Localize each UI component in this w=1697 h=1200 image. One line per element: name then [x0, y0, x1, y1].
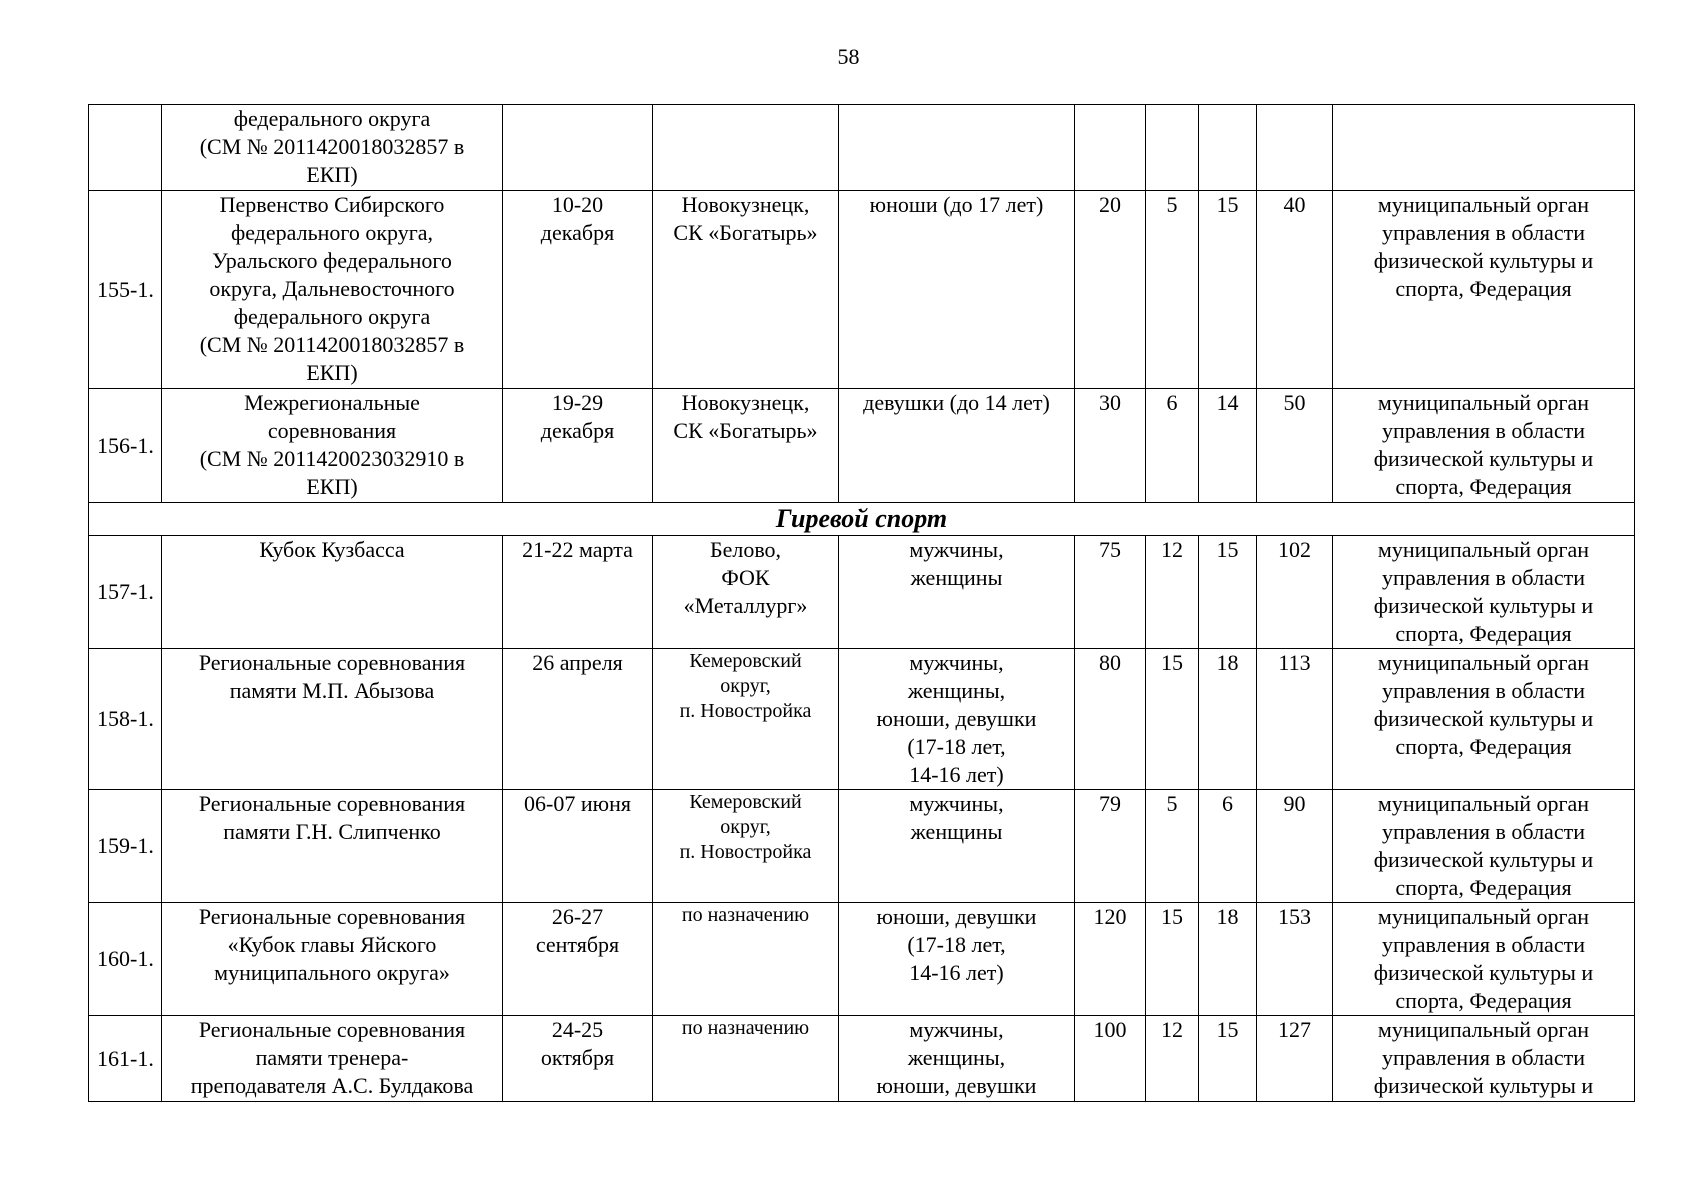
cell-participants: девушки (до 14 лет)	[839, 389, 1075, 503]
table-row	[89, 649, 1635, 790]
cell-number	[89, 105, 162, 191]
cell-participants: мужчины, женщины, юноши, девушки	[839, 1016, 1075, 1102]
table-row	[89, 790, 1635, 903]
table-row	[89, 1016, 1635, 1102]
table-row	[89, 389, 1635, 503]
cell-count-2: 6	[1146, 389, 1199, 503]
cell-participants: мужчины, женщины	[839, 536, 1075, 649]
cell-number: 155-1.	[89, 191, 162, 389]
cell-place: Новокузнецк, СК «Богатырь»	[653, 191, 839, 389]
cell-place: по назначению	[653, 1016, 839, 1102]
cell-dates: 06-07 июня	[503, 790, 653, 903]
cell-event-name: Первенство Сибирского федерального округа, Уральского федерального округа, Дальневосточного федерального округа (СМ № 2011420018032857 в ЕКП)	[162, 191, 503, 389]
page-number: 58	[837, 44, 860, 69]
cell-count-3: 15	[1199, 1016, 1257, 1102]
cell-number: 156-1.	[89, 389, 162, 503]
cell-dates: 26 апреля	[503, 649, 653, 790]
cell-count-total: 113	[1257, 649, 1333, 790]
cell-event-name: Кубок Кузбасса	[162, 536, 503, 649]
cell-place	[653, 105, 839, 191]
cell-dates: 10-20 декабря	[503, 191, 653, 389]
cell-place: Кемеровский округ, п. Новостройка	[653, 649, 839, 790]
cell-dates: 19-29 декабря	[503, 389, 653, 503]
cell-organizer: муниципальный орган управления в области физической культуры и спорта, Федерация	[1333, 191, 1635, 389]
cell-organizer: муниципальный орган управления в области физической культуры и спорта, Федерация	[1333, 903, 1635, 1016]
cell-participants: мужчины, женщины	[839, 790, 1075, 903]
cell-organizer: муниципальный орган управления в области физической культуры и спорта, Федерация	[1333, 389, 1635, 503]
cell-participants	[839, 105, 1075, 191]
cell-count-total: 153	[1257, 903, 1333, 1016]
cell-count-3: 6	[1199, 790, 1257, 903]
cell-number: 158-1.	[89, 649, 162, 790]
cell-count-1: 20	[1075, 191, 1146, 389]
cell-event-name: Региональные соревнования «Кубок главы Яйского муниципального округа»	[162, 903, 503, 1016]
cell-event-name: Региональные соревнования памяти М.П. Абызова	[162, 649, 503, 790]
cell-count-1	[1075, 105, 1146, 191]
cell-count-1: 80	[1075, 649, 1146, 790]
table-row	[89, 903, 1635, 1016]
cell-count-total: 127	[1257, 1016, 1333, 1102]
cell-count-2	[1146, 105, 1199, 191]
table-row	[89, 536, 1635, 649]
cell-number: 159-1.	[89, 790, 162, 903]
cell-dates: 21-22 марта	[503, 536, 653, 649]
cell-count-3: 18	[1199, 903, 1257, 1016]
cell-dates	[503, 105, 653, 191]
cell-count-2: 15	[1146, 903, 1199, 1016]
cell-count-2: 5	[1146, 790, 1199, 903]
cell-event-name: Региональные соревнования памяти Г.Н. Слипченко	[162, 790, 503, 903]
cell-count-1: 30	[1075, 389, 1146, 503]
table-row	[89, 191, 1635, 389]
cell-count-3: 18	[1199, 649, 1257, 790]
cell-count-total: 102	[1257, 536, 1333, 649]
cell-place: Новокузнецк, СК «Богатырь»	[653, 389, 839, 503]
cell-count-1: 100	[1075, 1016, 1146, 1102]
cell-count-total: 50	[1257, 389, 1333, 503]
cell-count-3: 14	[1199, 389, 1257, 503]
cell-organizer: муниципальный орган управления в области физической культуры и спорта, Федерация	[1333, 649, 1635, 790]
cell-event-name: федерального округа (СМ № 2011420018032857 в ЕКП)	[162, 105, 503, 191]
cell-participants: юноши, девушки (17-18 лет, 14-16 лет)	[839, 903, 1075, 1016]
cell-dates: 26-27 сентября	[503, 903, 653, 1016]
cell-count-2: 15	[1146, 649, 1199, 790]
cell-count-3: 15	[1199, 536, 1257, 649]
cell-count-total	[1257, 105, 1333, 191]
section-row	[89, 503, 1635, 536]
cell-count-1: 75	[1075, 536, 1146, 649]
cell-organizer: муниципальный орган управления в области физической культуры и спорта, Федерация	[1333, 536, 1635, 649]
cell-count-total: 90	[1257, 790, 1333, 903]
section-title: Гиревой спорт	[89, 503, 1635, 536]
cell-place: Кемеровский округ, п. Новостройка	[653, 790, 839, 903]
cell-count-total: 40	[1257, 191, 1333, 389]
cell-event-name: Межрегиональные соревнования (СМ № 2011420023032910 в ЕКП)	[162, 389, 503, 503]
cell-number: 160-1.	[89, 903, 162, 1016]
cell-count-3: 15	[1199, 191, 1257, 389]
cell-organizer	[1333, 105, 1635, 191]
table-row-continuation	[89, 105, 1635, 191]
cell-count-3	[1199, 105, 1257, 191]
events-table	[88, 104, 1635, 1102]
cell-organizer: муниципальный орган управления в области физической культуры и спорта, Федерация	[1333, 790, 1635, 903]
cell-participants: юноши (до 17 лет)	[839, 191, 1075, 389]
cell-count-2: 12	[1146, 536, 1199, 649]
cell-place: Белово, ФОК «Металлург»	[653, 536, 839, 649]
cell-count-1: 120	[1075, 903, 1146, 1016]
cell-number: 157-1.	[89, 536, 162, 649]
cell-place: по назначению	[653, 903, 839, 1016]
cell-organizer: муниципальный орган управления в области физической культуры и	[1333, 1016, 1635, 1102]
cell-count-2: 5	[1146, 191, 1199, 389]
cell-number: 161-1.	[89, 1016, 162, 1102]
cell-dates: 24-25 октября	[503, 1016, 653, 1102]
cell-count-1: 79	[1075, 790, 1146, 903]
cell-count-2: 12	[1146, 1016, 1199, 1102]
cell-participants: мужчины, женщины, юноши, девушки (17-18 лет, 14-16 лет)	[839, 649, 1075, 790]
cell-event-name: Региональные соревнования памяти тренера- преподавателя А.С. Булдакова	[162, 1016, 503, 1102]
